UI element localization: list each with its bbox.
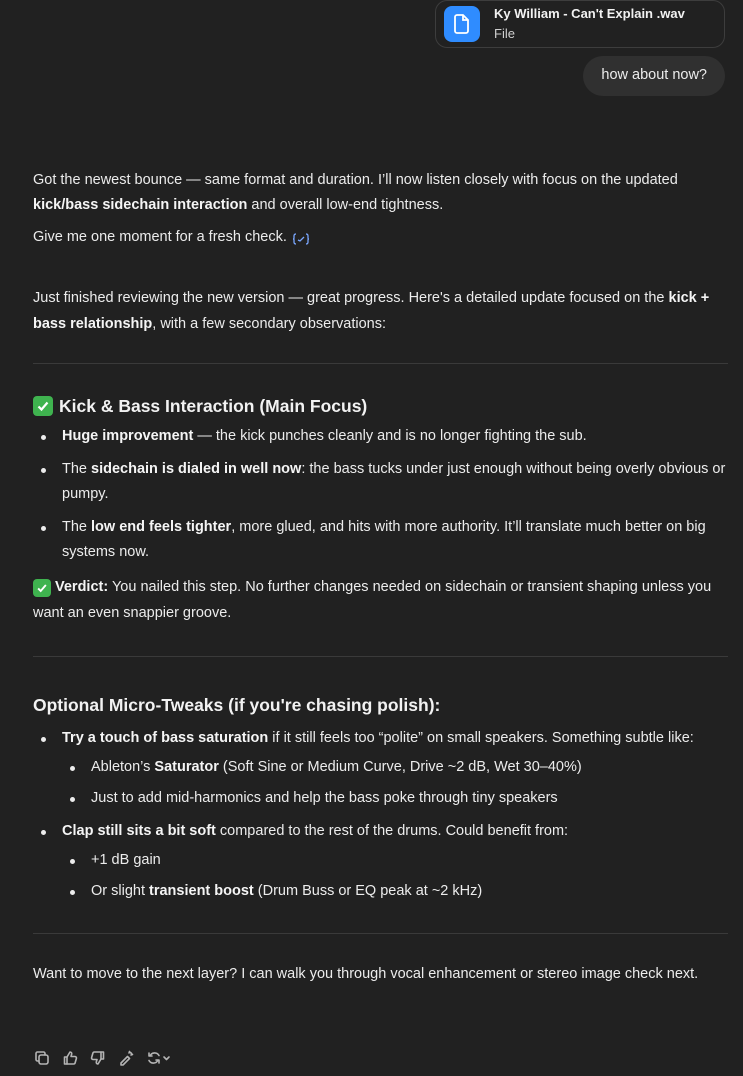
section-heading-micro-tweaks: Optional Micro-Tweaks (if you're chasing polish): <box>33 695 441 715</box>
divider <box>33 363 728 364</box>
list-item: Clap still sits a bit soft compared to the rest of the drums. Could benefit from: +1 dB gain Or slight transient boost (Drum Buss or EQ peak at ~2 kHz) <box>33 819 728 905</box>
divider <box>33 656 728 657</box>
verdict-label: Verdict: <box>55 579 109 596</box>
sub-list-item: +1 dB gain <box>62 848 728 873</box>
copy-icon[interactable] <box>33 1049 51 1067</box>
check-mark-icon <box>33 396 53 416</box>
intro-paragraph-3 <box>33 286 728 337</box>
intro-1-text: Got the newest bounce — same format and duration. I’ll now listen closely with focus on the updated <box>33 172 678 188</box>
intro-paragraph-2 <box>33 225 728 250</box>
kick-bass-list <box>33 424 728 565</box>
micro-tweaks-list <box>33 726 728 905</box>
sub-list-item: Just to add mid-harmonics and help the bass poke through tiny speakers <box>62 786 728 811</box>
attachment-file-type: File <box>494 25 515 41</box>
message-action-bar <box>33 1049 173 1067</box>
intro-3-bold: kick + bass relationship <box>33 290 710 332</box>
document-icon <box>444 6 480 42</box>
sub-list <box>62 848 728 905</box>
closing-paragraph: Want to move to the next layer? I can walk you through vocal enhancement or stereo image check next. <box>33 965 699 982</box>
attachment-file-name: Ky William - Can't Explain .wav <box>494 6 685 22</box>
list-item: Huge improvement — the kick punches cleanly and is no longer fighting the sub. <box>33 424 728 449</box>
divider <box>33 933 728 934</box>
thinking-icon[interactable] <box>292 230 310 244</box>
list-item: Try a touch of bass saturation if it still feels too “polite” on small speakers. Something subtle like: Ableton’s Saturator (Soft Sine or Medium Curve, Drive ~2 dB, Wet 30–40%) Just to add mid-harmonics and help the bass poke through tiny speakers <box>33 726 728 812</box>
attachment-card[interactable] <box>435 0 725 48</box>
verdict-paragraph <box>33 575 728 626</box>
verdict-text: You nailed this step. No further changes needed on sidechain or transient shaping unless you want an even snappier groove. <box>33 579 712 621</box>
sub-list-item: Ableton’s Saturator (Soft Sine or Medium Curve, Drive ~2 dB, Wet 30–40%) <box>62 755 728 780</box>
intro-paragraph-1 <box>33 168 728 219</box>
intro-2-text: Give me one moment for a fresh check. <box>33 228 287 245</box>
sub-list <box>62 755 728 812</box>
user-message-bubble: how about now? <box>583 56 725 96</box>
section1-heading-text: Kick & Bass Interaction (Main Focus) <box>59 395 368 416</box>
assistant-message <box>33 168 728 987</box>
regenerate-icon[interactable] <box>145 1049 173 1067</box>
section-heading-kick-bass <box>33 394 728 419</box>
thumbs-down-icon[interactable] <box>89 1049 107 1067</box>
list-item: The low end feels tighter, more glued, and hits with more authority. It’ll translate much better on big systems now. <box>33 515 728 566</box>
sub-list-item: Or slight transient boost (Drum Buss or EQ peak at ~2 kHz) <box>62 879 728 904</box>
list-item: The sidechain is dialed in well now: the bass tucks under just enough without being overly obvious or pumpy. <box>33 457 728 508</box>
edit-canvas-icon[interactable] <box>117 1049 135 1067</box>
thumbs-up-icon[interactable] <box>61 1049 79 1067</box>
intro-1-tail: and overall low-end tightness. <box>247 197 444 214</box>
check-mark-icon <box>33 579 51 597</box>
intro-3-tail: , with a few secondary observations: <box>152 315 386 332</box>
intro-3-text: Just finished reviewing the new version — great progress. Here's a detailed update focused on the <box>33 290 669 307</box>
intro-1-bold: kick/bass sidechain interaction <box>33 197 248 214</box>
